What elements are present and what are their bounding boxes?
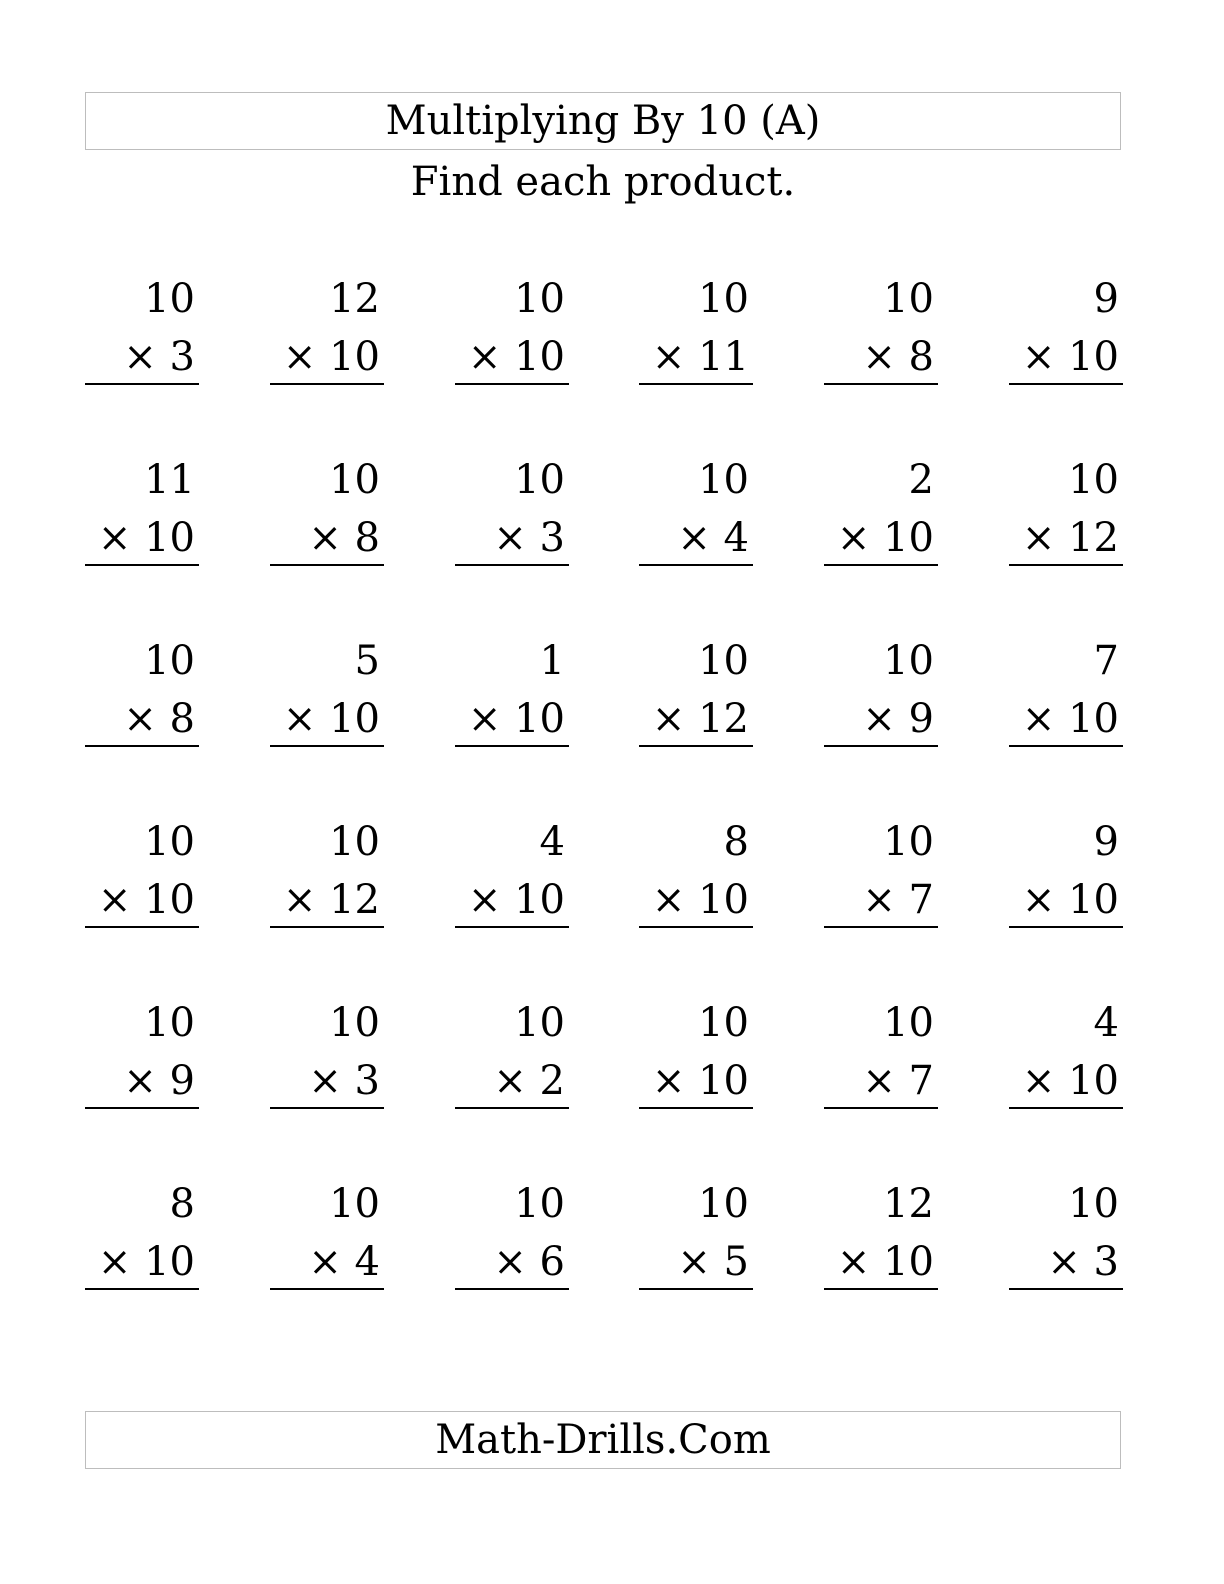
answer-line: [1009, 564, 1123, 566]
problem: [1009, 819, 1123, 929]
multiplier: × 7: [862, 1058, 934, 1104]
multiplier: × 4: [308, 1239, 380, 1285]
multiplier: × 9: [123, 1058, 195, 1104]
multiplicand: 4: [1093, 1000, 1119, 1046]
problem: [824, 457, 938, 567]
multiplicand: 9: [1093, 819, 1119, 865]
answer-line: [270, 745, 384, 747]
multiplier: × 10: [836, 1239, 934, 1285]
problem-grid: [85, 276, 1125, 1362]
problem: [824, 1181, 938, 1291]
problem: [639, 276, 753, 386]
multiplier: × 10: [282, 334, 380, 380]
answer-line: [270, 926, 384, 928]
multiplier: × 10: [1021, 696, 1119, 742]
answer-line: [824, 745, 938, 747]
answer-line: [270, 564, 384, 566]
multiplicand: 10: [1068, 1181, 1119, 1227]
multiplier: × 3: [1047, 1239, 1119, 1285]
problem-row: [85, 819, 1125, 1000]
multiplicand: 10: [329, 1181, 380, 1227]
multiplier: × 10: [97, 515, 195, 561]
multiplier: × 6: [493, 1239, 565, 1285]
problem: [1009, 1000, 1123, 1110]
multiplicand: 10: [883, 819, 934, 865]
problem: [455, 819, 569, 929]
instructions: Find each product.: [410, 159, 796, 205]
multiplier: × 10: [97, 1239, 195, 1285]
answer-line: [639, 1107, 753, 1109]
multiplicand: 12: [883, 1181, 934, 1227]
multiplier: × 3: [123, 334, 195, 380]
problem: [85, 638, 199, 748]
multiplicand: 10: [698, 276, 749, 322]
answer-line: [824, 383, 938, 385]
multiplier: × 12: [1021, 515, 1119, 561]
answer-line: [85, 926, 199, 928]
answer-line: [85, 383, 199, 385]
multiplicand: 10: [514, 1181, 565, 1227]
answer-line: [639, 926, 753, 928]
answer-line: [455, 1107, 569, 1109]
answer-line: [639, 1288, 753, 1290]
answer-line: [639, 745, 753, 747]
problem: [455, 1181, 569, 1291]
answer-line: [455, 745, 569, 747]
multiplicand: 10: [698, 638, 749, 684]
problem: [85, 457, 199, 567]
multiplicand: 10: [514, 1000, 565, 1046]
multiplicand: 5: [354, 638, 380, 684]
multiplier: × 11: [651, 334, 749, 380]
multiplier: × 5: [677, 1239, 749, 1285]
problem: [639, 457, 753, 567]
multiplicand: 10: [514, 457, 565, 503]
problem: [1009, 276, 1123, 386]
multiplier: × 3: [493, 515, 565, 561]
problem: [85, 819, 199, 929]
multiplier: × 8: [308, 515, 380, 561]
multiplier: × 10: [836, 515, 934, 561]
problem: [455, 457, 569, 567]
problem: [455, 1000, 569, 1110]
multiplicand: 10: [883, 276, 934, 322]
worksheet-title-box: [85, 92, 1121, 150]
answer-line: [270, 383, 384, 385]
multiplier: × 10: [1021, 1058, 1119, 1104]
problem: [270, 457, 384, 567]
multiplicand: 10: [329, 819, 380, 865]
answer-line: [270, 1107, 384, 1109]
problem: [455, 638, 569, 748]
multiplicand: 10: [1068, 457, 1119, 503]
answer-line: [85, 1107, 199, 1109]
multiplier: × 12: [651, 696, 749, 742]
multiplier: × 4: [677, 515, 749, 561]
multiplicand: 10: [329, 1000, 380, 1046]
problem-row: [85, 457, 1125, 638]
answer-line: [824, 926, 938, 928]
multiplier: × 2: [493, 1058, 565, 1104]
answer-line: [85, 564, 199, 566]
problem: [639, 819, 753, 929]
problem: [270, 1000, 384, 1110]
footer-site-name: Math-Drills.Com: [435, 1417, 771, 1463]
multiplicand: 9: [1093, 276, 1119, 322]
answer-line: [824, 1107, 938, 1109]
multiplicand: 1: [539, 638, 565, 684]
problem: [270, 1181, 384, 1291]
multiplicand: 4: [539, 819, 565, 865]
multiplicand: 7: [1093, 638, 1119, 684]
answer-line: [85, 1288, 199, 1290]
footer-box: [85, 1411, 1121, 1469]
problem: [639, 1181, 753, 1291]
answer-line: [1009, 926, 1123, 928]
problem: [85, 1181, 199, 1291]
problem: [824, 1000, 938, 1110]
problem: [270, 819, 384, 929]
problem: [639, 638, 753, 748]
multiplicand: 11: [144, 457, 195, 503]
problem-row: [85, 638, 1125, 819]
multiplicand: 10: [698, 1000, 749, 1046]
multiplier: × 10: [651, 877, 749, 923]
multiplier: × 7: [862, 877, 934, 923]
problem: [1009, 1181, 1123, 1291]
multiplicand: 10: [883, 1000, 934, 1046]
answer-line: [455, 564, 569, 566]
problem: [639, 1000, 753, 1110]
multiplier: × 10: [651, 1058, 749, 1104]
answer-line: [1009, 1288, 1123, 1290]
answer-line: [455, 383, 569, 385]
multiplicand: 8: [723, 819, 749, 865]
answer-line: [1009, 1107, 1123, 1109]
answer-line: [270, 1288, 384, 1290]
multiplier: × 10: [1021, 334, 1119, 380]
answer-line: [455, 1288, 569, 1290]
multiplier: × 10: [467, 696, 565, 742]
multiplicand: 10: [144, 819, 195, 865]
problem-row: [85, 1181, 1125, 1362]
answer-line: [824, 1288, 938, 1290]
problem-row: [85, 276, 1125, 457]
multiplicand: 12: [329, 276, 380, 322]
worksheet-title: Multiplying By 10 (A): [385, 98, 821, 144]
problem-row: [85, 1000, 1125, 1181]
answer-line: [639, 564, 753, 566]
multiplicand: 10: [144, 1000, 195, 1046]
multiplier: × 10: [467, 877, 565, 923]
multiplier: × 8: [123, 696, 195, 742]
multiplicand: 10: [698, 1181, 749, 1227]
multiplier: × 3: [308, 1058, 380, 1104]
answer-line: [1009, 745, 1123, 747]
multiplicand: 10: [144, 638, 195, 684]
multiplicand: 10: [329, 457, 380, 503]
multiplicand: 10: [698, 457, 749, 503]
problem: [270, 276, 384, 386]
problem: [85, 276, 199, 386]
multiplier: × 10: [1021, 877, 1119, 923]
multiplier: × 10: [97, 877, 195, 923]
problem: [1009, 457, 1123, 567]
problem: [824, 638, 938, 748]
answer-line: [1009, 383, 1123, 385]
answer-line: [639, 383, 753, 385]
answer-line: [85, 745, 199, 747]
multiplier: × 8: [862, 334, 934, 380]
multiplicand: 2: [908, 457, 934, 503]
multiplier: × 10: [282, 696, 380, 742]
problem: [85, 1000, 199, 1110]
problem: [1009, 638, 1123, 748]
problem: [824, 276, 938, 386]
answer-line: [455, 926, 569, 928]
multiplicand: 8: [169, 1181, 195, 1227]
problem: [455, 276, 569, 386]
multiplicand: 10: [514, 276, 565, 322]
multiplicand: 10: [883, 638, 934, 684]
multiplier: × 12: [282, 877, 380, 923]
multiplier: × 9: [862, 696, 934, 742]
multiplier: × 10: [467, 334, 565, 380]
multiplicand: 10: [144, 276, 195, 322]
problem: [824, 819, 938, 929]
answer-line: [824, 564, 938, 566]
problem: [270, 638, 384, 748]
